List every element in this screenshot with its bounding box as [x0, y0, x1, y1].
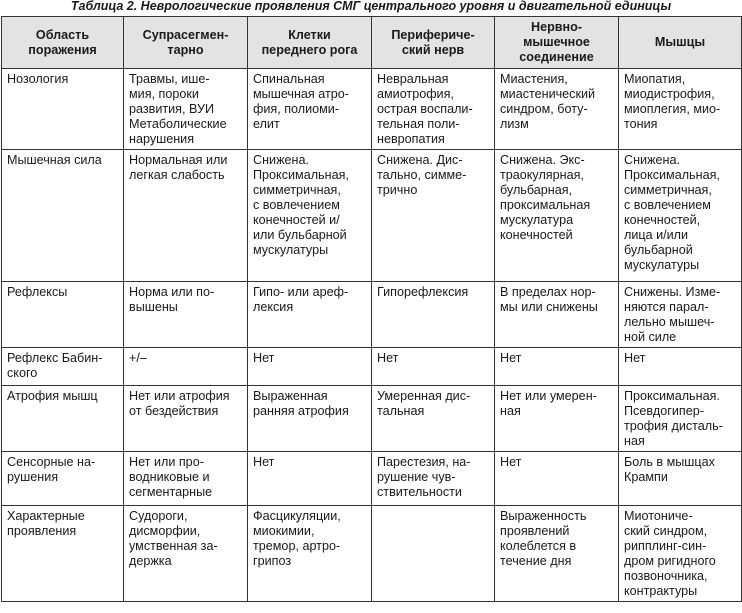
row-label: Характерные проявления	[2, 506, 124, 602]
table-cell	[372, 506, 495, 602]
table-cell: Снижена. Проксимальная, симметричная, с вовлечением конечностей и/ или бульбарной мускулатуры	[248, 150, 372, 282]
table-cell: Травмы, ише- мия, пороки развития, ВУИ Метаболические нарушения	[124, 69, 248, 150]
table-row	[2, 386, 742, 452]
row-label: Нозология	[2, 69, 124, 150]
table-cell: Спинальная мышечная атро- фия, полиоми- елит	[248, 69, 372, 150]
table-cell: Умеренная дис- тальная	[372, 386, 495, 452]
header-lesion-area: Область поражения	[2, 17, 124, 69]
table-cell: Снижена. Проксимальная, симметричная, с вовлечением конечностей, лица и/или бульбарной мускулатуры	[619, 150, 742, 282]
table-row	[2, 282, 742, 348]
table-cell: Гипорефлексия	[372, 282, 495, 348]
table-cell: Норма или по- вышены	[124, 282, 248, 348]
table-cell: Нет	[495, 452, 619, 506]
table-cell: Нет или атрофия от бездействия	[124, 386, 248, 452]
header-anterior-horn: Клетки переднего рога	[248, 17, 372, 69]
table-cell: Нет	[248, 348, 372, 386]
row-label: Рефлексы	[2, 282, 124, 348]
table-cell: Миастения, миастенический синдром, боту- лизм	[495, 69, 619, 150]
header-neuromuscular-junction: Нервно- мышечное соединение	[495, 17, 619, 69]
header-muscles: Мышцы	[619, 17, 742, 69]
table-cell: Боль в мышцах Крампи	[619, 452, 742, 506]
table-cell: Миотониче- ский синдром, рипплинг-син- дром ригидного позвоночника, контрактуры	[619, 506, 742, 602]
table-cell: Снижены. Изме- няются парал- лельно мышеч- ной силе	[619, 282, 742, 348]
table-cell: Снижена. Дис- тально, симме- трично	[372, 150, 495, 282]
table-row	[2, 348, 742, 386]
table-cell: Судороги, дисморфии, умственная за- держка	[124, 506, 248, 602]
table-cell: Невральная амиотрофия, острая воспали- тельная поли- невропатия	[372, 69, 495, 150]
row-label: Атрофия мышц	[2, 386, 124, 452]
table-cell: Проксимальная. Псевдогипер- трофия дисталь- ная	[619, 386, 742, 452]
table-cell: Снижена. Экс- траокулярная, бульбарная, проксимальная мускулатура конечностей	[495, 150, 619, 282]
table-cell: Миопатия, миодистрофия, миоплегия, мио- тония	[619, 69, 742, 150]
table-cell: Нет	[619, 348, 742, 386]
table-row	[2, 452, 742, 506]
table-row	[2, 506, 742, 602]
row-label: Сенсорные на- рушения	[2, 452, 124, 506]
row-label: Рефлекс Бабин- ского	[2, 348, 124, 386]
row-label: Мышечная сила	[2, 150, 124, 282]
table-caption: Таблица 2. Неврологические проявления СМГ центрального уровня и двигательной единицы	[70, 0, 672, 13]
table-cell: Нет	[372, 348, 495, 386]
table-cell: Нет	[248, 452, 372, 506]
table-cell: Нет	[495, 348, 619, 386]
table-cell: В пределах нор- мы или снижены	[495, 282, 619, 348]
table-cell: +/–	[124, 348, 248, 386]
table-row	[2, 69, 742, 150]
table-cell: Выраженность проявлений колеблется в течение дня	[495, 506, 619, 602]
table-cell: Парестезия, на- рушение чув- ствительности	[372, 452, 495, 506]
table-cell: Нормальная или легкая слабость	[124, 150, 248, 282]
table-header-row	[2, 17, 742, 69]
table-cell: Гипо- или ареф- лексия	[248, 282, 372, 348]
table-cell: Нет или про- водниковые и сегментарные	[124, 452, 248, 506]
table-row	[2, 150, 742, 282]
table-cell: Фасцикуляции, миокимии, тремор, артро- грипоз	[248, 506, 372, 602]
header-suprasegmental: Супрасегмен- тарно	[124, 17, 248, 69]
table-cell: Нет или умерен- ная	[495, 386, 619, 452]
neurology-table	[1, 16, 742, 602]
header-peripheral-nerve: Перифериче- ский нерв	[372, 17, 495, 69]
table-cell: Выраженная ранняя атрофия	[248, 386, 372, 452]
